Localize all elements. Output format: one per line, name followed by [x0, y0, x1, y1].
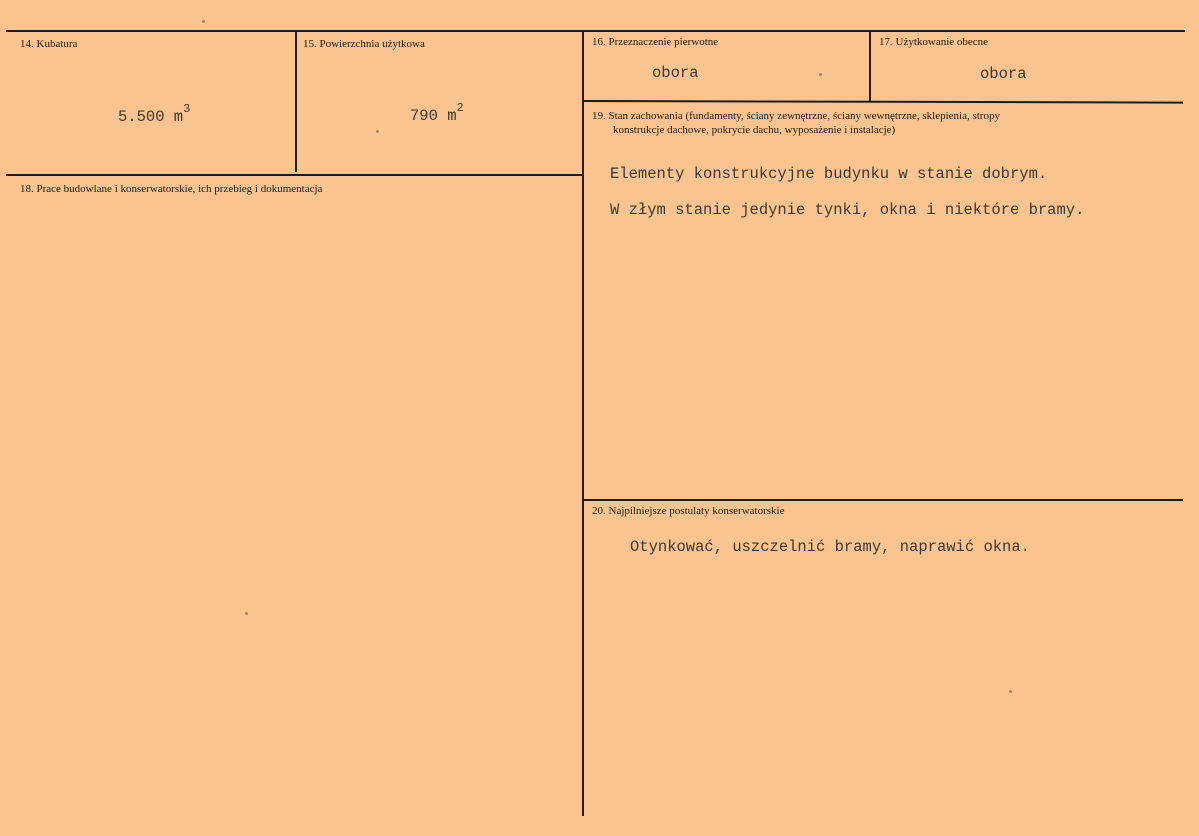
rule-above-20 [583, 499, 1183, 501]
divider-16-17 [869, 31, 871, 101]
field-20-label: 20. Najpilniejsze postulaty konserwatorskie [592, 505, 785, 517]
top-rule [6, 30, 1185, 32]
divider-14-15 [295, 31, 297, 172]
field-18-label: 18. Prace budowlane i konserwatorskie, ich przebieg i dokumentacja [20, 183, 323, 195]
paper-speck [1009, 690, 1012, 693]
paper-speck [202, 20, 205, 23]
field-15-exponent: 2 [456, 101, 464, 115]
paper-speck [819, 73, 822, 76]
field-20-text: Otynkować, uszczelnić bramy, naprawić okna. [630, 538, 1030, 556]
field-19-label-line1: 19. Stan zachowania (fundamenty, ściany zewnętrzne, ściany wewnętrzne, sklepienia, stropy [592, 110, 1000, 122]
field-15-value [410, 101, 464, 126]
field-15-number: 790 m [410, 107, 457, 126]
field-17-label: 17. Użytkowanie obecne [879, 36, 989, 48]
field-14-number: 5.500 m [118, 108, 184, 127]
field-14-exponent: 3 [183, 102, 191, 116]
field-15-label: 15. Powierzchnia użytkowa [303, 38, 425, 50]
field-19-label-line2: konstrukcje dachowe, pokrycie dachu, wyposażenie i instalacje) [613, 124, 896, 136]
field-14-value [118, 102, 191, 127]
field-16-label: 16. Przeznaczenie pierwotne [592, 36, 719, 48]
field-19-text-line1: Elementy konstrukcyjne budynku w stanie dobrym. [610, 165, 1048, 183]
field-14-label: 14. Kubatura [20, 38, 78, 50]
field-17-value: obora [980, 65, 1027, 83]
field-19-text-line2: W złym stanie jedynie tynki, okna i niektóre bramy. [610, 201, 1085, 219]
paper-speck [376, 130, 379, 133]
rule-under-14-15 [6, 174, 583, 176]
center-divider [582, 31, 584, 816]
rule-under-16-17 [583, 100, 1183, 104]
paper-speck [245, 612, 248, 615]
field-16-value: obora [652, 64, 699, 82]
